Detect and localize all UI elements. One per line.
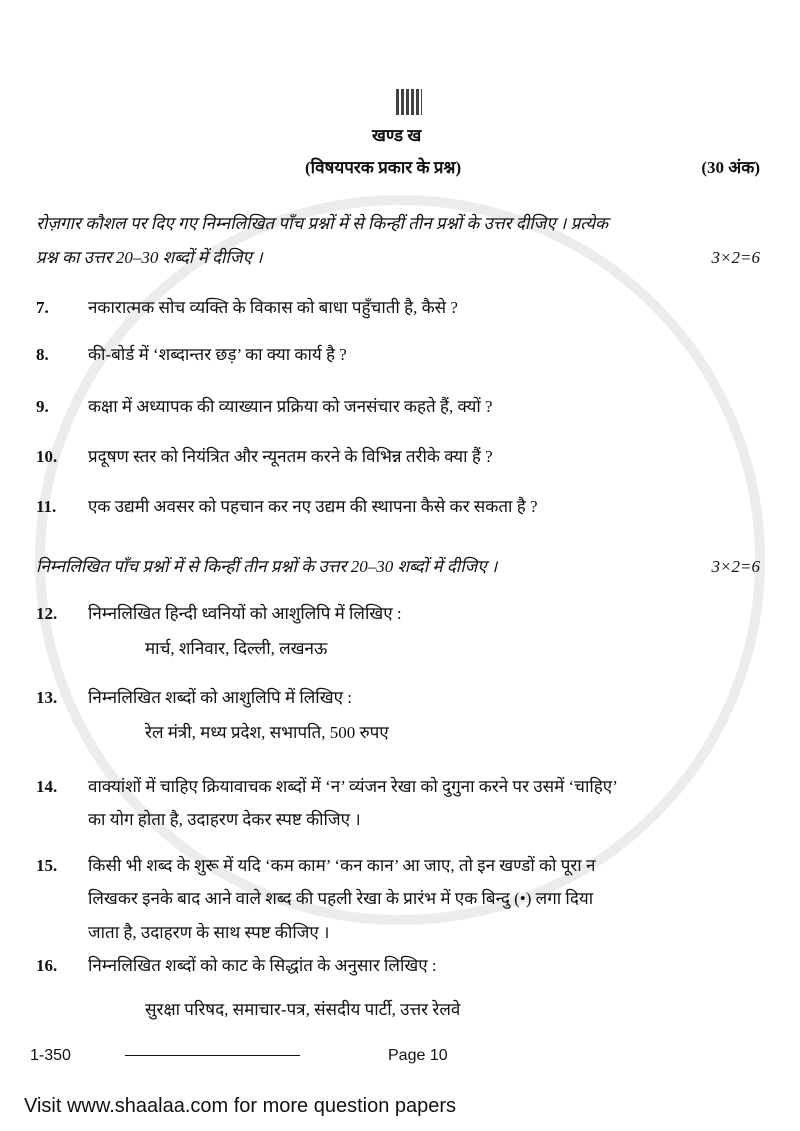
question-text: नकारात्मक सोच व्यक्ति के विकास को बाधा पहुँचाती है, कैसे ? (88, 298, 458, 317)
footer-rule (125, 1055, 300, 1056)
question-number: 9. (36, 397, 49, 416)
question-number: 13. (36, 688, 58, 707)
qr-code-icon (396, 89, 422, 115)
question-words: मार्च, शनिवार, दिल्ली, लखनऊ (145, 639, 328, 658)
question-text: निम्नलिखित हिन्दी ध्वनियों को आशुलिपि में लिखिए : (88, 604, 402, 623)
instruction-2-marks: 3×2=6 (711, 557, 760, 576)
section-marks: (30 अंक) (701, 158, 760, 177)
question-text: की-बोर्ड में ‘शब्दान्तर छड़’ का क्या कार्य है ? (88, 345, 347, 364)
question-text: लिखकर इनके बाद आने वाले शब्द की पहली रेखा के प्रारंभ में एक बिन्दु (•) लगा दिया (88, 889, 594, 908)
question-text: जाता है, उदाहरण के साथ स्पष्ट कीजिए । (88, 923, 330, 942)
instruction-1-marks: 3×2=6 (711, 248, 760, 267)
question-number: 8. (36, 345, 49, 364)
question-number: 11. (36, 497, 57, 516)
question-number: 10. (36, 447, 58, 466)
question-text: वाक्यांशों में चाहिए क्रियावाचक शब्दों में ‘न’ व्यंजन रेखा को दुगुना करने पर उसमें ‘चाहिए’ (88, 777, 618, 796)
instruction-2: निम्नलिखित पाँच प्रश्नों में से किन्हीं तीन प्रश्नों के उत्तर 20–30 शब्दों में दीजिए । (36, 557, 498, 576)
question-text: प्रदूषण स्तर को नियंत्रित और न्यूनतम करने के विभिन्न तरीके क्या हैं ? (88, 447, 493, 466)
question-text: एक उद्यमी अवसर को पहचान कर नए उद्यम की स्थापना कैसे कर सकता है ? (88, 497, 538, 516)
paper-code: 1-350 (30, 1047, 71, 1064)
page-number: Page 10 (388, 1047, 448, 1064)
section-title: खण्ड ख (372, 126, 422, 145)
question-text: का योग होता है, उदाहरण देकर स्पष्ट कीजिए । (88, 810, 361, 829)
question-words: रेल मंत्री, मध्य प्रदेश, सभापति, 500 रुपए (145, 723, 389, 742)
question-text: किसी भी शब्द के शुरू में यदि ‘कम काम’ ‘कन कान’ आ जाए, तो इन खण्डों को पूरा न (88, 856, 596, 875)
section-subtitle: (विषयपरक प्रकार के प्रश्न) (305, 158, 462, 177)
question-number: 15. (36, 856, 58, 875)
question-number: 12. (36, 604, 58, 623)
question-text: निम्नलिखित शब्दों को आशुलिपि में लिखिए : (88, 688, 352, 707)
question-number: 7. (36, 298, 49, 317)
instruction-1-line-2: प्रश्न का उत्तर 20–30 शब्दों में दीजिए । (36, 248, 263, 267)
question-number: 14. (36, 777, 58, 796)
question-words: सुरक्षा परिषद, समाचार-पत्र, संसदीय पार्टी, उत्तर रेलवे (145, 1000, 461, 1019)
question-number: 16. (36, 956, 58, 975)
visit-link[interactable]: Visit www.shaalaa.com for more question papers (24, 1095, 457, 1117)
question-text: निम्नलिखित शब्दों को काट के सिद्धांत के अनुसार लिखिए : (88, 956, 437, 975)
question-text: कक्षा में अध्यापक की व्याख्यान प्रक्रिया को जनसंचार कहते हैं, क्यों ? (88, 397, 493, 416)
instruction-1-line-1: रोज़गार कौशल पर दिए गए निम्नलिखित पाँच प्रश्नों में से किन्हीं तीन प्रश्नों के उत्तर दीजिए । प्रत्येक (36, 214, 609, 233)
